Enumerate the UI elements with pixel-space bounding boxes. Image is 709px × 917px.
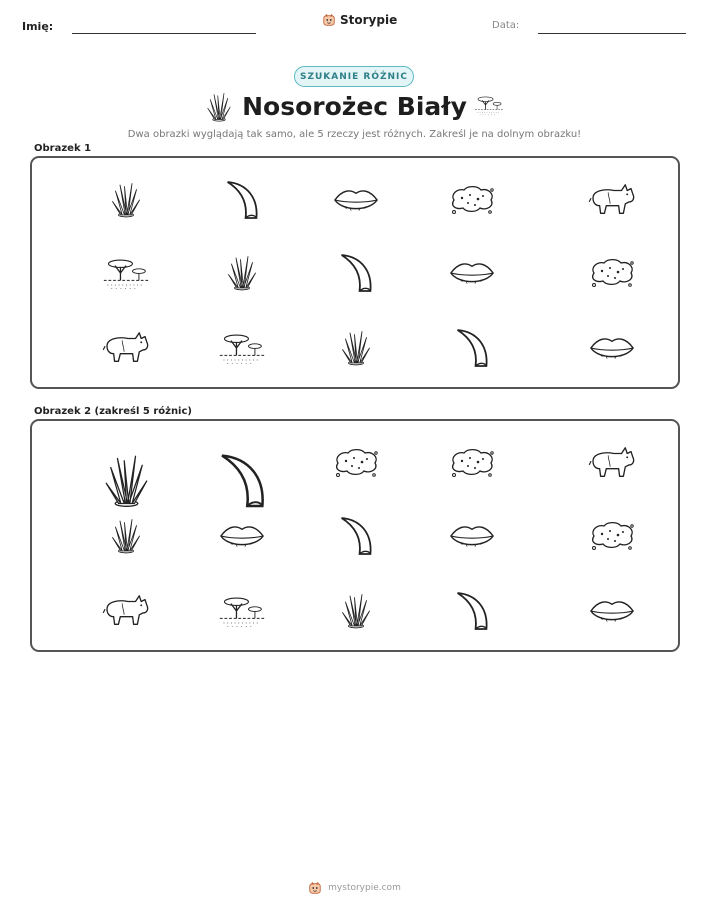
name-line[interactable] — [72, 33, 256, 34]
horn-icon[interactable] — [454, 589, 490, 633]
lips-icon — [449, 258, 495, 288]
lips-icon — [589, 333, 635, 363]
grass-icon — [341, 326, 371, 370]
footer-url: mystorypie.com — [328, 883, 401, 893]
savanna-icon[interactable] — [218, 592, 266, 630]
date-line[interactable] — [538, 33, 686, 34]
rhino-icon — [101, 329, 151, 367]
instructions: Dwa obrazki wyglądają tak samo, ale 5 rzeczy jest różnych. Zakreśl je na dolnym obrazku! — [127, 129, 582, 140]
grass-icon — [111, 178, 141, 222]
savanna-icon — [218, 329, 266, 367]
mud-icon — [588, 257, 636, 289]
horn-icon — [338, 251, 374, 295]
mud-icon — [448, 184, 496, 216]
worksheet-type-badge: SZUKANIE RÓŻNIC — [294, 66, 414, 87]
horn-icon[interactable] — [217, 450, 267, 512]
lips-icon[interactable] — [589, 596, 635, 626]
storypie-logo-icon — [308, 881, 322, 895]
mud-icon[interactable] — [332, 447, 380, 479]
picture1-panel — [30, 156, 680, 389]
rhino-icon — [587, 181, 637, 219]
savanna-icon — [474, 93, 504, 117]
picture2-panel[interactable] — [30, 419, 680, 652]
mud-icon[interactable] — [448, 447, 496, 479]
grass-icon — [227, 251, 257, 295]
picture2-label: Obrazek 2 (zakreśl 5 różnic) — [34, 406, 192, 417]
storypie-logo-icon — [322, 13, 336, 27]
lips-icon[interactable] — [449, 521, 495, 551]
mud-icon[interactable] — [588, 520, 636, 552]
grass-icon[interactable] — [111, 514, 141, 558]
brand-text: Storypie — [340, 13, 398, 27]
date-label: Data: — [492, 20, 520, 31]
horn-icon — [454, 326, 490, 370]
grass-icon[interactable] — [104, 448, 149, 514]
name-label: Imię: — [22, 20, 54, 33]
brand-logo — [322, 13, 397, 27]
rhino-icon[interactable] — [101, 592, 151, 630]
rhino-icon[interactable] — [587, 444, 637, 482]
savanna-icon — [102, 254, 150, 292]
lips-icon[interactable] — [219, 521, 265, 551]
page-title: Nosorożec Biały — [242, 92, 467, 121]
horn-icon — [224, 178, 260, 222]
footer — [0, 881, 709, 895]
picture1-label: Obrazek 1 — [34, 143, 92, 154]
grass-icon[interactable] — [341, 589, 371, 633]
horn-icon[interactable] — [338, 514, 374, 558]
lips-icon — [333, 185, 379, 215]
